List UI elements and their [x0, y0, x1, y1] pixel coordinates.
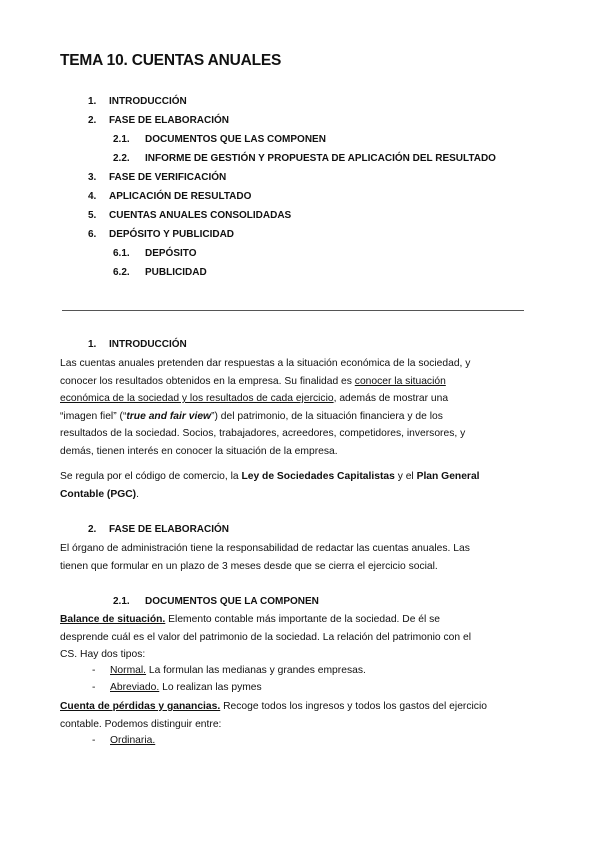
section-1-paragraph-1: Las cuentas anuales pretenden dar respuestas a la situación económica de la sociedad, y conocer los resultados obtenidos en la empresa. Su finalidad es conocer la situación económica de la sociedad y los resultados de cada ejercicio, además de mostrar una “imagen fiel” (“true and fair view”) del patrimonio, de la situación financiera y de los resultados de la sociedad. Socios, trabajadores, acreedores, competidores, inversores, y demás, tienen interés en conocer la situación de la empresa. — [60, 358, 471, 457]
balance-paragraph: Balance de situación. Elemento contable más importante de la sociedad. De él se desprende cuál es el valor del patrimonio de la sociedad. La relación del patrimonio con el CS. Hay dos tipos: — [60, 614, 471, 660]
section-divider — [62, 310, 524, 311]
section-1-paragraph-2: Se regula por el código de comercio, la Ley de Sociedades Capitalistas y el Plan General Contable (PGC). — [60, 471, 480, 500]
pyg-paragraph: Cuenta de pérdidas y ganancias. Recoge todos los ingresos y todos los gastos del ejercicio contable. Podemos distinguir entre: — [60, 701, 487, 730]
document-title: TEMA 10. CUENTAS ANUALES — [60, 52, 282, 69]
document-page: TEMA 10. CUENTAS ANUALES 1. INTRODUCCIÓN 2. FASE DE ELABORACIÓN 2.1. DOCUMENTOS QUE LAS COMPONEN 2.2. INFORME DE GESTIÓN Y PROPUESTA DE APLICACIÓN DEL RESULTADO 3. FASE DE VERIFICACIÓN 4. APLICACIÓN DE RESULTADO 5. CUENTAS ANUALES CONSOLIDADAS 6. DEPÓSITO Y PUBLICIDAD 6.1. DEPÓSITO 6.2. PUBLICIDAD 1. INTRODUCCIÓN Las cuentas anuales pretenden dar respuestas a la situación económica de la sociedad, y conocer los resultados obtenidos en la empresa. Su finalidad es conocer la situación económica de la sociedad y los resultados de cada ejercicio, además de mostrar una “imagen fiel” (“true and fair view”) del patrimonio, de la situación financiera y de los resultados de la sociedad. Socios, trabajadores, acreedores, competidores, inversores, y demás, tienen interés en conocer la situación de la empresa. Se regula por el código de comercio, la Ley de Sociedades Capitalistas y el Plan General Contable (PGC). 2. FASE DE ELABORACIÓN El órgano de administración tiene la responsabilidad de redactar las cuentas anuales. Las tienen que formular en un plazo de 3 meses desde que se cierra el ejercicio social. 2.1. DOCUMENTOS QUE LA COMPONEN Balance de situación. Elemento contable más importante de la sociedad. De él se desprende cuál es el valor del patrimonio de la sociedad. La relación del patrimonio con el CS. Hay dos tipos: - Normal. La formulan las medianas y grandes empresas. - Abreviado. Lo realizan las pymes Cuenta de pérdidas y ganancias. Recoge todos los ingresos y todos los gastos del ejercicio contable. Podemos distinguir entre: - Ordinaria. — [0, 0, 600, 848]
section-2-paragraph: El órgano de administración tiene la responsabilidad de redactar las cuentas anuales. Las tienen que formular en un plazo de 3 meses desde que se cierra el ejercicio social. — [60, 543, 470, 572]
